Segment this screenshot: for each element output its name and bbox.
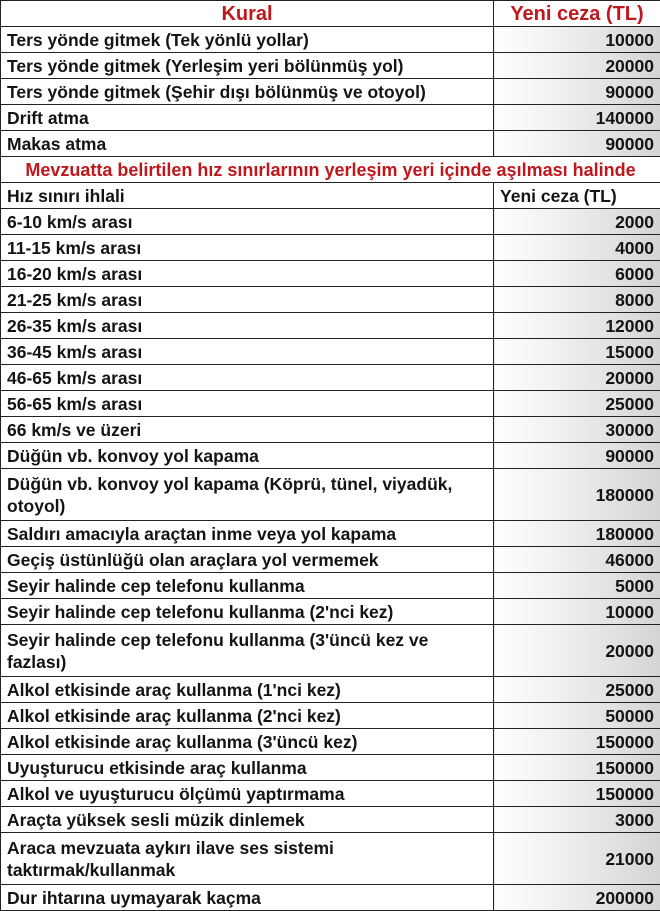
fine-cell: 10000 [494, 27, 660, 53]
rule-cell: Araçta yüksek sesli müzik dinlemek [1, 807, 494, 833]
fine-cell: 150000 [494, 755, 660, 781]
fine-cell: 46000 [494, 547, 660, 573]
table-row [1, 313, 660, 339]
table-row [1, 521, 660, 547]
rule-cell: Alkol etkisinde araç kullanma (1'nci kez) [1, 677, 494, 703]
table-row [1, 547, 660, 573]
fine-cell: 90000 [494, 131, 660, 157]
table-row [1, 391, 660, 417]
rule-cell: 21-25 km/s arası [1, 287, 494, 313]
fine-cell: 3000 [494, 807, 660, 833]
fine-cell: 20000 [494, 53, 660, 79]
rule-cell: Drift atma [1, 105, 494, 131]
rule-cell: 36-45 km/s arası [1, 339, 494, 365]
fine-cell: 2000 [494, 209, 660, 235]
table-row [1, 131, 660, 157]
fine-cell: 25000 [494, 391, 660, 417]
table-header-row [1, 1, 660, 27]
speed-subheader-row [1, 183, 660, 209]
fine-cell: 150000 [494, 781, 660, 807]
fine-cell: 6000 [494, 261, 660, 287]
table-row [1, 781, 660, 807]
fine-cell: 8000 [494, 287, 660, 313]
fine-cell: 20000 [494, 365, 660, 391]
table-row [1, 729, 660, 755]
rule-cell: Düğün vb. konvoy yol kapama [1, 443, 494, 469]
rule-cell: Makas atma [1, 131, 494, 157]
table-row [1, 105, 660, 131]
fine-cell: 4000 [494, 235, 660, 261]
speed-violation-header: Hız sınırı ihlali [1, 183, 494, 209]
rule-cell: 56-65 km/s arası [1, 391, 494, 417]
rule-cell: Alkol ve uyuşturucu ölçümü yaptırmama [1, 781, 494, 807]
speed-fine-header: Yeni ceza (TL) [494, 183, 660, 209]
table-row [1, 573, 660, 599]
rule-cell: Dur ihtarına uymayarak kaçma [1, 885, 494, 911]
rule-cell: Seyir halinde cep telefonu kullanma (3'üncü kez ve fazlası) [1, 625, 494, 677]
fine-cell: 15000 [494, 339, 660, 365]
table-row [1, 235, 660, 261]
fine-cell: 30000 [494, 417, 660, 443]
fine-cell: 12000 [494, 313, 660, 339]
table-row [1, 625, 660, 677]
fine-cell: 180000 [494, 469, 660, 521]
fine-cell: 10000 [494, 599, 660, 625]
fine-cell: 5000 [494, 573, 660, 599]
table-row [1, 885, 660, 911]
fine-cell: 140000 [494, 105, 660, 131]
fine-cell: 90000 [494, 443, 660, 469]
table-row [1, 599, 660, 625]
rule-cell: Saldırı amacıyla araçtan inme veya yol kapama [1, 521, 494, 547]
fine-column-header: Yeni ceza (TL) [494, 1, 660, 27]
table-row [1, 79, 660, 105]
table-row [1, 261, 660, 287]
table-row [1, 287, 660, 313]
table-row [1, 703, 660, 729]
rule-column-header: Kural [1, 1, 494, 27]
rule-cell: 16-20 km/s arası [1, 261, 494, 287]
section-title: Mevzuatta belirtilen hız sınırlarının yerleşim yeri içinde aşılması halinde [1, 157, 660, 183]
fine-cell: 25000 [494, 677, 660, 703]
rule-cell: Geçiş üstünlüğü olan araçlara yol vermemek [1, 547, 494, 573]
rule-cell: Düğün vb. konvoy yol kapama (Köprü, tünel, viyadük, otoyol) [1, 469, 494, 521]
table-row [1, 807, 660, 833]
rule-cell: Seyir halinde cep telefonu kullanma [1, 573, 494, 599]
rule-cell: Ters yönde gitmek (Şehir dışı bölünmüş ve otoyol) [1, 79, 494, 105]
table-row [1, 339, 660, 365]
rule-cell: 46-65 km/s arası [1, 365, 494, 391]
rule-cell: 6-10 km/s arası [1, 209, 494, 235]
section-title-row [1, 157, 660, 183]
rule-cell: Alkol etkisinde araç kullanma (3'üncü kez) [1, 729, 494, 755]
table-row [1, 833, 660, 885]
fine-cell: 20000 [494, 625, 660, 677]
rule-cell: 26-35 km/s arası [1, 313, 494, 339]
fine-cell: 180000 [494, 521, 660, 547]
table-row [1, 365, 660, 391]
rule-cell: Ters yönde gitmek (Tek yönlü yollar) [1, 27, 494, 53]
fine-cell: 200000 [494, 885, 660, 911]
table-row [1, 209, 660, 235]
table-row [1, 469, 660, 521]
rule-cell: Seyir halinde cep telefonu kullanma (2'nci kez) [1, 599, 494, 625]
rule-cell: Ters yönde gitmek (Yerleşim yeri bölünmüş yol) [1, 53, 494, 79]
fine-cell: 90000 [494, 79, 660, 105]
table-row [1, 27, 660, 53]
rule-cell: 66 km/s ve üzeri [1, 417, 494, 443]
table-row [1, 677, 660, 703]
rule-cell: Araca mevzuata aykırı ilave ses sistemi taktırmak/kullanmak [1, 833, 494, 885]
rule-cell: Uyuşturucu etkisinde araç kullanma [1, 755, 494, 781]
fine-cell: 21000 [494, 833, 660, 885]
table-row [1, 417, 660, 443]
table-row [1, 53, 660, 79]
table-row [1, 755, 660, 781]
table-row [1, 443, 660, 469]
rule-cell: Alkol etkisinde araç kullanma (2'nci kez) [1, 703, 494, 729]
fine-cell: 50000 [494, 703, 660, 729]
fine-cell: 150000 [494, 729, 660, 755]
rule-cell: 11-15 km/s arası [1, 235, 494, 261]
